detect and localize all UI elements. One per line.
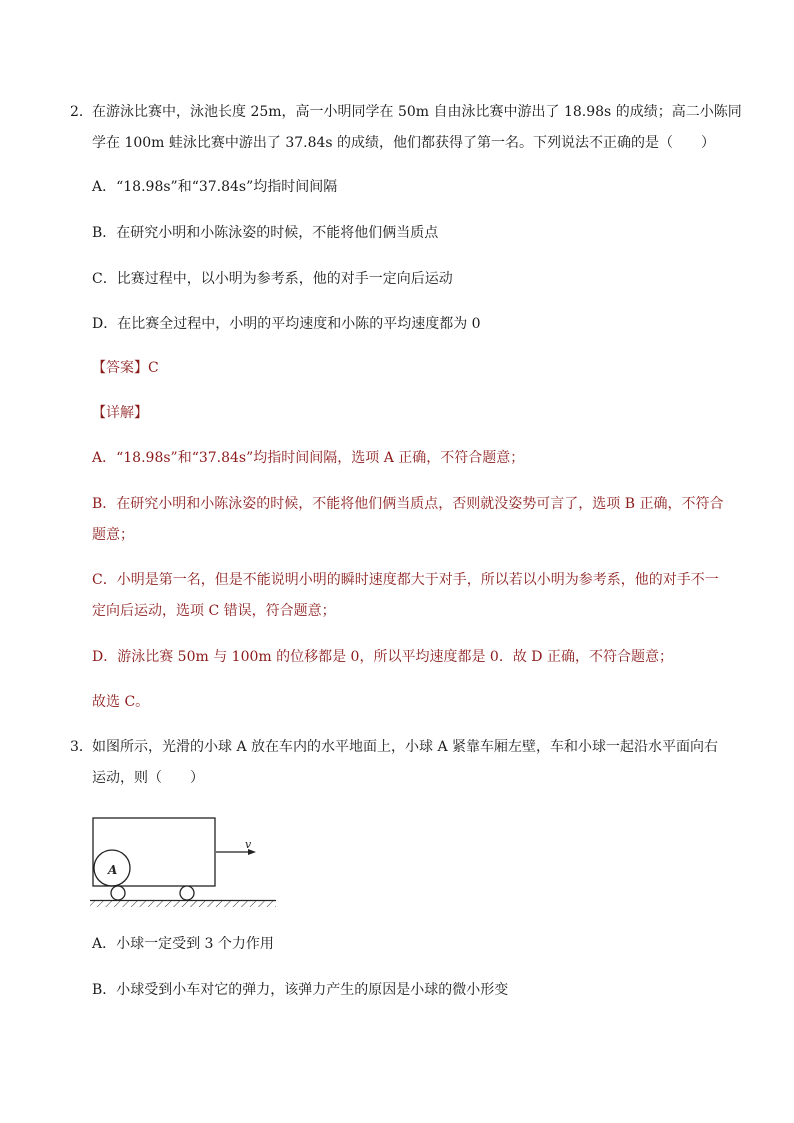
q2-option-b: B．在研究小明和小陈泳姿的时候，不能将他们俩当质点 [92,225,439,241]
q2-detail-line-6: D．游泳比赛 50m 与 100m 的位移都是 0，所以平均速度都是 0．故 D 正确，不符合题意； [92,649,673,665]
q2-number: 2． [70,104,93,120]
cart-diagram [88,814,278,914]
q2-option-c: C．比赛过程中，以小明为参考系，他的对手一定向后运动 [92,271,453,287]
left-wheel [111,886,125,900]
q3-stem-line-2: 运动，则（ ） [92,770,204,786]
velocity-label: v [245,838,252,851]
answer-value: C [148,360,159,376]
q3-option-a: A．小球一定受到 3 个力作用 [92,936,274,952]
q2-stem-line-1: 在游泳比赛中，泳池长度 25m，高一小明同学在 50m 自由泳比赛中游出了 18.98s 的成绩；高二小陈同 [92,104,742,120]
q2-answer [92,358,159,378]
right-wheel [180,886,194,900]
q2-detail-line-7: 故选 C。 [92,694,150,710]
q2-stem-line-2: 学在 100m 蛙泳比赛中游出了 37.84s 的成绩，他们都获得了第一名。下列说法不正确的是（ ） [92,135,716,151]
q3-stem-line-1: 如图所示，光滑的小球 A 放在车内的水平地面上，小球 A 紧靠车厢左壁，车和小球一起沿水平面向右 [92,739,719,755]
answer-tag: 【答案】 [92,360,148,376]
q2-option-d: D．在比赛全过程中，小明的平均速度和小陈的平均速度都为 0 [92,316,481,332]
q2-detail-tag: 【详解】 [92,405,148,421]
ground-hatch [90,901,276,907]
q2-detail-line-4: C．小明是第一名，但是不能说明小明的瞬时速度都大于对手，所以若以小明为参考系，他的对手不一 [92,572,719,588]
q3-option-b: B．小球受到小车对它的弹力，该弹力产生的原因是小球的微小形变 [92,982,509,998]
q2-option-a: A．“18.98s”和“37.84s”均指时间间隔 [92,179,338,195]
q2-detail-line-3: 题意； [92,527,134,543]
q2-detail-line-1: A．“18.98s”和“37.84s”均指时间间隔，选项 A 正确，不符合题意； [92,450,525,466]
ball-label: A [108,863,118,877]
q3-number: 3． [70,739,93,755]
q2-detail-line-5: 定向后运动，选项 C 错误，符合题意； [92,603,336,619]
q2-detail-line-2: B．在研究小明和小陈泳姿的时候，不能将他们俩当质点，否则就没姿势可言了，选项 B 正确，不符合 [92,496,724,512]
